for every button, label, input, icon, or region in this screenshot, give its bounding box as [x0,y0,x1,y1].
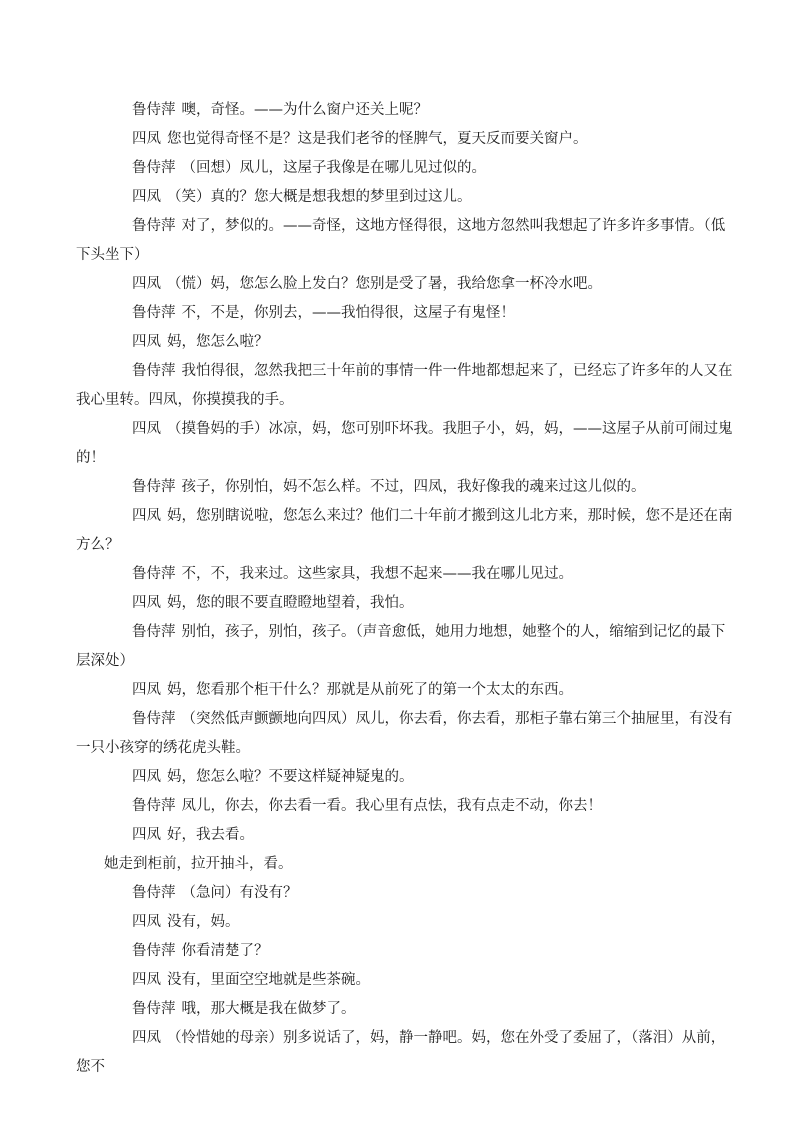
speaker-name: 鲁侍萍 [132,363,176,379]
dialogue-line [76,560,736,589]
speaker-name: 鲁侍萍 [132,160,176,176]
speaker-name: 鲁侍萍 [132,1001,176,1017]
speaker-name: 四凤 [132,769,161,785]
dialogue-line [76,212,736,270]
line-text: 妈，您别瞎说啦，您怎么来过？他们二十年前才搬到这儿北方来，那时候，您不是还在南方么？ [76,508,733,553]
dialogue-line [76,1024,736,1082]
speaker-name: 鲁侍萍 [132,624,176,640]
line-text: （急问）有没有？ [181,885,298,901]
line-text: 妈，您怎么啦？ [167,334,269,350]
dialogue-line [76,96,736,125]
line-text: （笑）真的？您大概是想我想的梦里到过这儿。 [167,189,472,205]
line-text: 孩子，你别怕，妈不怎么样。不过，四凤，我好像我的魂来过这儿似的。 [181,479,646,495]
dialogue-line [76,821,736,850]
speaker-name: 鲁侍萍 [132,885,176,901]
dialogue-line [76,502,736,560]
speaker-name: 鲁侍萍 [132,218,176,234]
line-text: （怜惜她的母亲）别多说话了，妈，静一静吧。妈，您在外受了委屈了，（落泪）从前，您不 [76,1030,726,1075]
speaker-name: 四凤 [132,1030,161,1046]
line-text: 没有，里面空空地就是些茶碗。 [167,972,370,988]
line-text: 凤儿，你去，你去看一看。我心里有点怯，我有点走不动，你去！ [181,798,602,814]
line-text: 她走到柜前，拉开抽斗，看。 [104,856,293,872]
dialogue-line [76,154,736,183]
line-text: （慌）妈，您怎么脸上发白？您别是受了暑，我给您拿一杯冷水吧。 [167,276,602,292]
dialogue-line [76,618,736,676]
dialogue-line [76,270,736,299]
dialogue-line [76,792,736,821]
speaker-name: 鲁侍萍 [132,711,176,727]
line-text: 别怕，孩子，别怕，孩子。（声音愈低，她用力地想，她整个的人，缩缩到记忆的最下层深处） [76,624,726,669]
speaker-name: 四凤 [132,972,161,988]
dialogue-line [76,763,736,792]
dialogue-line [76,705,736,763]
dialogue-line [76,357,736,415]
dialogue-line [76,183,736,212]
line-text: （摸鲁妈的手）冰凉，妈，您可别吓坏我。我胆子小，妈，妈，——这屋子从前可闹过鬼的！ [76,421,733,466]
dialogue-line [76,125,736,154]
line-text: 哦，那大概是我在做梦了。 [181,1001,356,1017]
line-text: 你看清楚了？ [181,943,269,959]
speaker-name: 四凤 [132,595,161,611]
dialogue-line [76,299,736,328]
line-text: （突然低声颤颤地向四凤）凤儿，你去看，你去看，那柜子靠右第三个抽屉里，有没有一只小孩穿的绣花虎头鞋。 [76,711,733,756]
line-text: 不，不是，你别去，——我怕得很，这屋子有鬼怪！ [181,305,515,321]
dialogue-line [76,908,736,937]
line-text: 妈，您的眼不要直瞪瞪地望着，我怕。 [167,595,414,611]
dialogue-line [76,415,736,473]
speaker-name: 鲁侍萍 [132,943,176,959]
speaker-name: 四凤 [132,914,161,930]
script-body [76,96,736,1082]
dialogue-line [76,879,736,908]
speaker-name: 四凤 [132,131,161,147]
stage-direction [76,850,736,879]
dialogue-line [76,328,736,357]
line-text: 没有，妈。 [167,914,240,930]
dialogue-line [76,676,736,705]
line-text: 妈，您看那个柜干什么？那就是从前死了的第一个太太的东西。 [167,682,573,698]
dialogue-line [76,473,736,502]
dialogue-line [76,937,736,966]
line-text: 妈，您怎么啦？不要这样疑神疑鬼的。 [167,769,414,785]
line-text: （回想）凤儿，这屋子我像是在哪儿见过似的。 [181,160,486,176]
dialogue-line [76,995,736,1024]
speaker-name: 四凤 [132,508,161,524]
speaker-name: 鲁侍萍 [132,479,176,495]
dialogue-line [76,966,736,995]
line-text: 我怕得很，忽然我把三十年前的事情一件一件地都想起来了，已经忘了许多年的人又在我心里转。四凤，你摸摸我的手。 [76,363,733,408]
speaker-name: 鲁侍萍 [132,305,176,321]
speaker-name: 四凤 [132,334,161,350]
line-text: 好，我去看。 [167,827,254,843]
speaker-name: 四凤 [132,276,161,292]
speaker-name: 四凤 [132,682,161,698]
line-text: 噢，奇怪。——为什么窗户还关上呢？ [181,102,428,118]
line-text: 您也觉得奇怪不是？这是我们老爷的怪脾气，夏天反而要关窗户。 [167,131,588,147]
speaker-name: 四凤 [132,189,161,205]
speaker-name: 鲁侍萍 [132,566,176,582]
speaker-name: 四凤 [132,827,161,843]
dialogue-line [76,589,736,618]
speaker-name: 鲁侍萍 [132,102,176,118]
line-text: 对了，梦似的。——奇怪，这地方怪得很，这地方忽然叫我想起了许多许多事情。（低下头坐下） [76,218,726,263]
speaker-name: 四凤 [132,421,161,437]
line-text: 不，不，我来过。这些家具，我想不起来——我在哪儿见过。 [181,566,573,582]
speaker-name: 鲁侍萍 [132,798,176,814]
